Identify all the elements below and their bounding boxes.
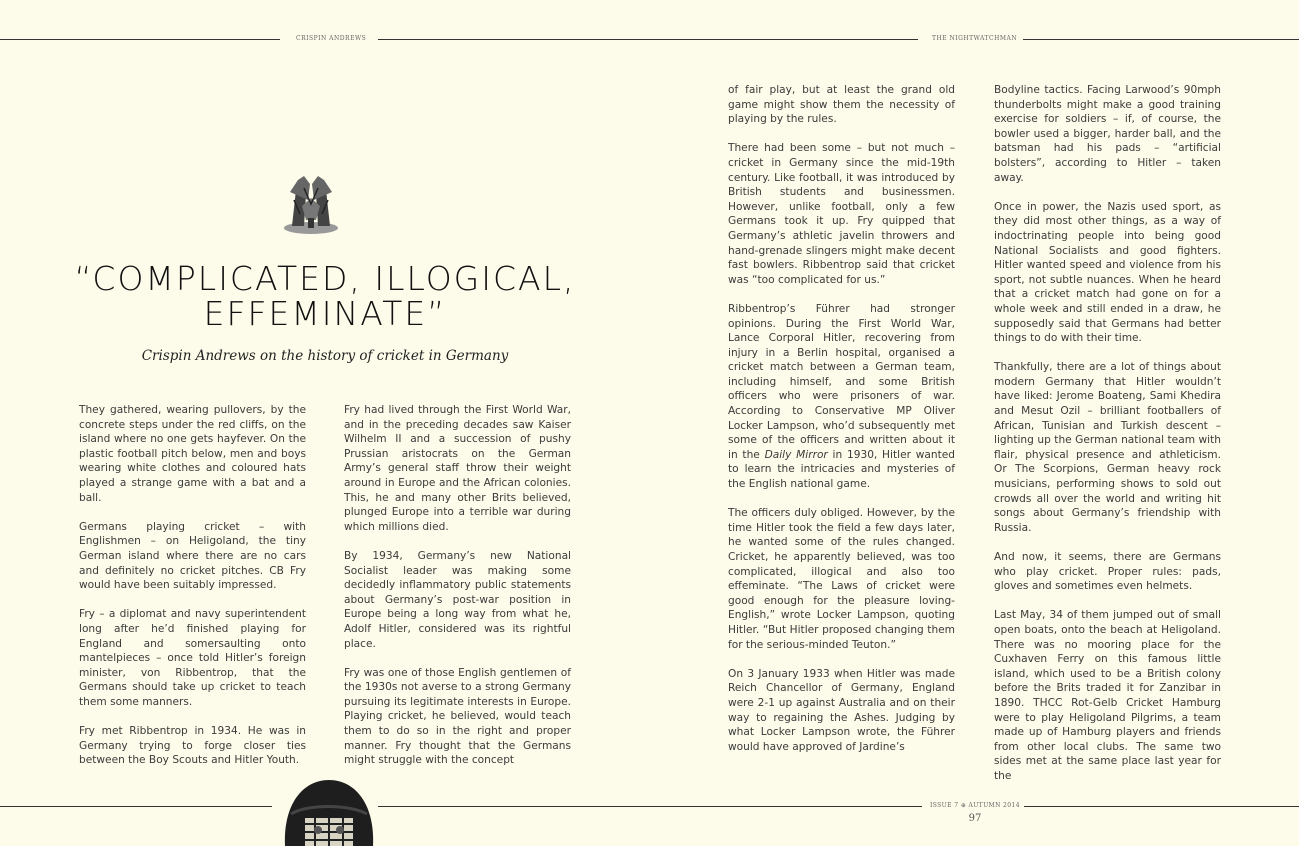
footer-rule-right [1024,806,1299,807]
body-column-1 [79,403,306,768]
body-paragraph: By 1934, Germany’s new National Socialist leader was making some decidedly inflammatory public statements about Germany’s post-war position in Europe being a long way from what he, Adolf Hitler, considered was its rightful place. [344,549,571,650]
body-paragraph-text: Ribbentrop’s Führer had stronger opinions. During the First World War, Lance Corporal Hitler, recovering from injury in a Berlin hospital, organised a cricket match between a German team, including himself, and some British officers who were prisoners of war. According to Conservative MP Oliver Locker Lampson, who’d subsequently met some of the officers and written about it in the [728,302,955,461]
body-column-3 [728,83,955,754]
running-head-publication: THE NIGHTWATCHMAN [932,35,1018,42]
body-paragraph: Fry met Ribbentrop in 1934. He was in Germany trying to forge closer ties between the Boy Scouts and Hitler Youth. [79,725,306,767]
header-rule-left-1 [0,39,280,40]
body-column-4 [994,83,1221,784]
page-number: 97 [968,813,982,824]
body-paragraph: The officers duly obliged. However, by the time Hitler took the field a few days later, he wanted some of the rules changed. Cricket, he apparently believed, was too complicated, illogical and also too effeminate. “The Laws of cricket were good enough for the pleasure loving-English,” wrote Locker Lampson, quoting Hitler. “But Hitler proposed changing them for the serious-minded Teuton.” [728,507,955,651]
article-standfirst: Crispin Andrews on the history of cricket in Germany [141,348,509,364]
body-paragraph: Fry had lived through the First World War, and in the preceding decades saw Kaiser Wilhelm II and a succession of pushy Prussian aristocrats on the German Army’s general staff throw their weight around in Europe and the African colonies. This, he and many other Brits believed, plunged Europe into a terrible war during which millions died. [344,404,571,533]
body-paragraph: Once in power, the Nazis used sport, as they did most other things, as a way of indoctrinating people into being good National Socialists and good fighters. Hitler wanted speed and violence from his sport, not subtle nuances. When he heard that a cricket match had gone on for a whole week and still ended in a draw, he supposedly said that Germans had better things to do with their time. [994,200,1221,345]
body-paragraph: And now, it seems, there are Germans who play cricket. Proper rules: pads, gloves and sometimes even helmets. [994,551,1221,593]
header-rule-right [1023,39,1299,40]
newspaper-title: Daily Mirror [764,448,828,461]
footer-rule-center [378,806,922,807]
body-paragraph: Germans playing cricket – with Englishmen – on Heligoland, the tiny German island where there are no cars and definitely no cricket pitches. CB Fry would have been suitably impressed. [79,520,306,592]
body-paragraph: of fair play, but at least the grand old game might show them the necessity of playing by the rules. [728,84,955,126]
body-column-2 [344,403,571,768]
body-paragraph: Thankfully, there are a lot of things about modern Germany that Hitler wouldn’t have liked: Jerome Boateng, Sami Khedira and Mesut Ozil – brilliant footballers of African, Tunisian and Turkish descent – lighting up the German national team with flair, physical presence and athleticism. Or The Scorpions, German heavy rock musicians, performing shows to sold out crowds all over the world and writing hit songs about Germany’s friendship with Russia. [994,361,1221,534]
body-paragraph-text: in 1930, Hitler wanted to learn the intricacies and mysteries of the English national game. [728,448,955,491]
header-rule-center [378,39,918,40]
running-head-author: CRISPIN ANDREWS [296,35,367,42]
body-paragraph: There had been some – but not much – cricket in Germany since the mid-19th century. Like football, it was introduced by British students and businessmen. However, unlike football, only a few Germans took it up. Fry quipped that Germany’s athletic javelin throwers and hand-grenade slingers might make decent fast bowlers. Ribbentrop said that cricket was “too complicated for us.” [728,142,955,286]
body-paragraph: On 3 January 1933 when Hitler was made Reich Chancellor of Germany, England were 2-1 up against Australia and on their way to regaining the Ashes. Judging by what Locker Lampson wrote, the Führer would have approved of Jardine’s [728,667,955,753]
body-paragraph: Fry was one of those English gentlemen of the 1930s not averse to a strong Germany pursuing its legitimate interests in Europe. Playing cricket, he believed, would teach them to do so in the right and proper manner. Fry thought that the Germans might struggle with the concept [344,666,571,767]
cricket-helmet-icon [277,774,379,846]
body-paragraph: Fry – a diplomat and navy superintendent long after he’d finished playing for England and somersaulting onto mantelpieces – once told Hitler’s foreign minister, von Ribbentrop, that the Germans should take up cricket to teach them some manners. [79,608,306,708]
body-paragraph: Last May, 34 of them jumped out of small open boats, onto the beach at Heligoland. There was no mooring place for the Cuxhaven Ferry on this famous little island, which used to be a British colony before the Brits traded it for Zanzibar in 1890. THCC Rot-Gelb Cricket Hamburg were to play Heligoland Pilgrims, a team made up of Hamburg players and friends from other local clubs. The same two sides met at the same place last year for the [994,609,1221,782]
body-paragraph [728,302,955,492]
cricket-players-emblem-icon [282,170,340,236]
footer-rule-left [0,806,272,807]
issue-label: ISSUE 7 ⊕ AUTUMN 2014 [930,802,1020,809]
article-title: “COMPLICATED, ILLOGICAL, EFFEMINATE” [74,259,576,333]
body-paragraph: Bodyline tactics. Facing Larwood’s 90mph thunderbolts might make a good training exercise for soldiers – if, of course, the bowler used a bigger, harder ball, and the batsman had his pads – “artificial bolsters”, according to Hitler – taken away. [994,84,1221,184]
body-paragraph: They gathered, wearing pullovers, by the concrete steps under the red cliffs, on the island where no one gets hayfever. On the plastic football pitch below, men and boys wearing white clothes and coloured hats played a strange game with a bat and a ball. [79,404,306,504]
